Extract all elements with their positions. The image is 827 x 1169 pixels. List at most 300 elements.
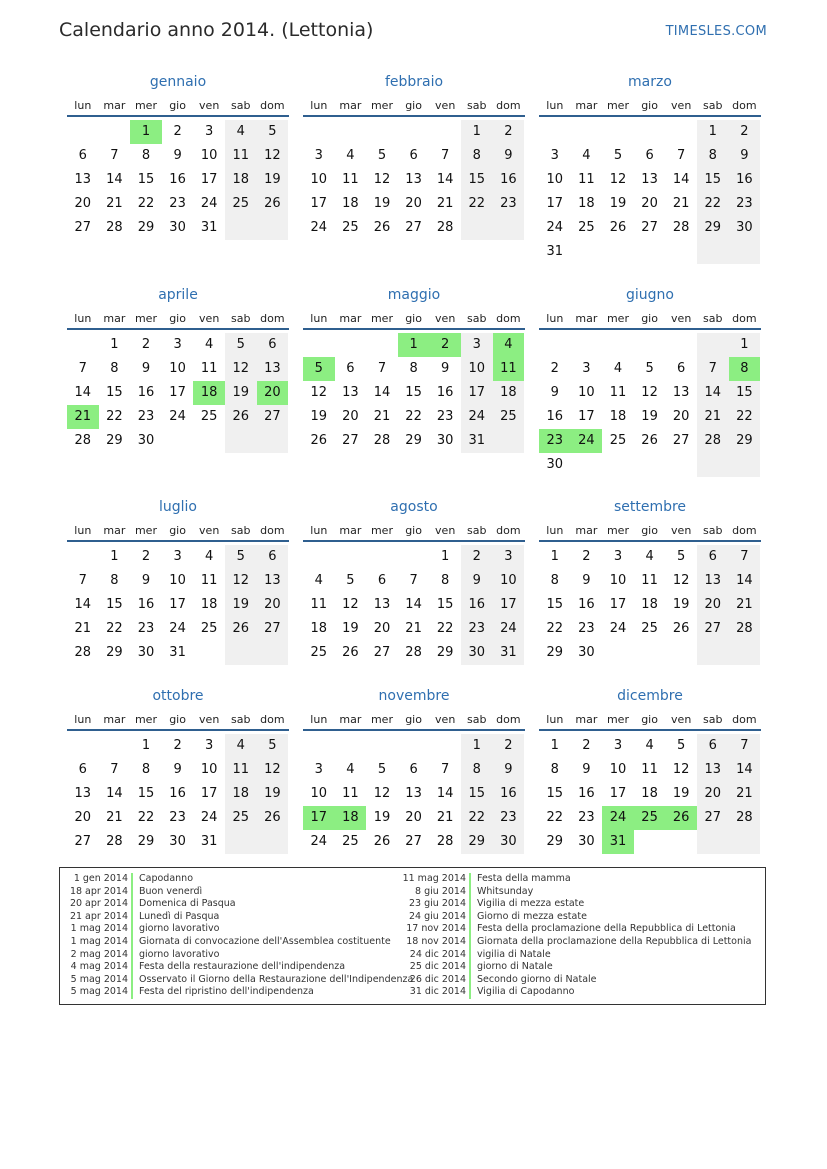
day-cell[interactable]: 19 <box>373 810 391 825</box>
day-cell[interactable]: 20 <box>697 593 729 617</box>
day-cell[interactable]: 25 <box>493 405 525 429</box>
day-cell[interactable]: 13 <box>74 786 92 801</box>
day-cell[interactable]: 7 <box>110 148 119 163</box>
day-cell[interactable]: 24 <box>200 810 218 825</box>
day-cell[interactable]: 22 <box>461 806 493 830</box>
day-cell[interactable]: 27 <box>641 220 658 235</box>
day-cell[interactable]: 4 <box>346 762 355 777</box>
day-cell[interactable]: 8 <box>729 357 761 381</box>
day-cell[interactable]: 20 <box>74 810 92 825</box>
day-cell[interactable]: 20 <box>405 810 422 825</box>
day-cell[interactable]: 5 <box>377 148 387 163</box>
day-cell[interactable]: 17 <box>578 409 595 424</box>
day-cell[interactable]: 1 <box>398 333 430 357</box>
day-cell[interactable]: 23 <box>539 429 571 453</box>
day-cell[interactable]: 26 <box>641 433 658 448</box>
day-cell[interactable]: 14 <box>405 597 422 612</box>
day-cell[interactable]: 10 <box>609 573 627 588</box>
day-cell[interactable]: 29 <box>106 645 123 660</box>
day-cell[interactable]: 24 <box>310 220 328 235</box>
day-cell[interactable]: 1 <box>550 549 559 564</box>
day-cell[interactable]: 8 <box>441 573 450 588</box>
day-cell[interactable]: 12 <box>672 762 690 777</box>
day-cell[interactable]: 31 <box>493 641 525 665</box>
day-cell[interactable]: 2 <box>582 738 591 753</box>
day-cell[interactable]: 24 <box>169 621 186 636</box>
day-cell[interactable]: 18 <box>641 597 658 612</box>
day-cell[interactable]: 17 <box>609 786 627 801</box>
day-cell[interactable]: 4 <box>346 148 355 163</box>
day-cell[interactable]: 9 <box>550 385 559 400</box>
day-cell[interactable]: 24 <box>546 220 564 235</box>
day-cell[interactable]: 13 <box>697 758 729 782</box>
day-cell[interactable]: 23 <box>578 621 595 636</box>
day-cell[interactable]: 15 <box>405 385 422 400</box>
day-cell[interactable]: 14 <box>74 597 92 612</box>
day-cell[interactable]: 12 <box>257 758 289 782</box>
day-cell[interactable]: 22 <box>697 192 729 216</box>
day-cell[interactable]: 28 <box>74 433 92 448</box>
day-cell[interactable]: 29 <box>729 429 761 453</box>
day-cell[interactable]: 1 <box>130 120 162 144</box>
day-cell[interactable]: 9 <box>493 144 525 168</box>
day-cell[interactable]: 20 <box>342 409 359 424</box>
day-cell[interactable]: 26 <box>373 834 391 849</box>
day-cell[interactable]: 15 <box>546 786 564 801</box>
day-cell[interactable]: 30 <box>578 834 595 849</box>
day-cell[interactable]: 6 <box>677 361 686 376</box>
day-cell[interactable]: 12 <box>373 786 391 801</box>
day-cell[interactable]: 29 <box>546 834 564 849</box>
day-cell[interactable]: 24 <box>571 429 603 453</box>
day-cell[interactable]: 13 <box>74 172 92 187</box>
day-cell[interactable]: 25 <box>342 220 359 235</box>
day-cell[interactable]: 24 <box>169 409 186 424</box>
day-cell[interactable]: 18 <box>225 168 257 192</box>
day-cell[interactable]: 27 <box>672 433 690 448</box>
day-cell[interactable]: 11 <box>493 357 525 381</box>
day-cell[interactable]: 30 <box>729 216 761 240</box>
day-cell[interactable]: 6 <box>697 545 729 569</box>
day-cell[interactable]: 2 <box>582 549 591 564</box>
day-cell[interactable]: 18 <box>200 597 218 612</box>
day-cell[interactable]: 16 <box>578 786 595 801</box>
day-cell[interactable]: 14 <box>436 786 454 801</box>
day-cell[interactable]: 9 <box>173 762 182 777</box>
day-cell[interactable]: 27 <box>405 220 422 235</box>
day-cell[interactable]: 30 <box>546 457 564 472</box>
day-cell[interactable]: 29 <box>436 645 454 660</box>
day-cell[interactable]: 6 <box>645 148 654 163</box>
day-cell[interactable]: 6 <box>78 148 87 163</box>
day-cell[interactable]: 28 <box>74 645 92 660</box>
day-cell[interactable]: 22 <box>436 621 454 636</box>
day-cell[interactable]: 27 <box>257 405 289 429</box>
day-cell[interactable]: 12 <box>342 597 359 612</box>
day-cell[interactable]: 18 <box>310 621 328 636</box>
day-cell[interactable]: 3 <box>205 124 214 139</box>
day-cell[interactable]: 11 <box>200 361 218 376</box>
day-cell[interactable]: 22 <box>461 192 493 216</box>
day-cell[interactable]: 8 <box>461 144 493 168</box>
day-cell[interactable]: 27 <box>697 617 729 641</box>
day-cell[interactable]: 10 <box>546 172 564 187</box>
day-cell[interactable]: 22 <box>106 621 123 636</box>
day-cell[interactable]: 20 <box>74 196 92 211</box>
day-cell[interactable]: 1 <box>110 337 119 352</box>
day-cell[interactable]: 19 <box>373 196 391 211</box>
day-cell[interactable]: 23 <box>137 621 155 636</box>
day-cell[interactable]: 6 <box>377 573 387 588</box>
day-cell[interactable]: 3 <box>582 361 591 376</box>
day-cell[interactable]: 9 <box>582 573 591 588</box>
day-cell[interactable]: 12 <box>672 573 690 588</box>
day-cell[interactable]: 5 <box>257 734 289 758</box>
day-cell[interactable]: 23 <box>578 810 595 825</box>
day-cell[interactable]: 10 <box>169 361 186 376</box>
day-cell[interactable]: 11 <box>578 172 595 187</box>
day-cell[interactable]: 3 <box>173 337 182 352</box>
day-cell[interactable]: 24 <box>602 806 634 830</box>
day-cell[interactable]: 13 <box>697 569 729 593</box>
day-cell[interactable]: 21 <box>106 196 123 211</box>
day-cell[interactable]: 24 <box>609 621 627 636</box>
day-cell[interactable]: 25 <box>578 220 595 235</box>
day-cell[interactable]: 19 <box>225 593 257 617</box>
day-cell[interactable]: 25 <box>342 834 359 849</box>
day-cell[interactable]: 27 <box>373 645 391 660</box>
day-cell[interactable]: 7 <box>78 573 87 588</box>
day-cell[interactable]: 7 <box>110 762 119 777</box>
day-cell[interactable]: 7 <box>677 148 686 163</box>
day-cell[interactable]: 20 <box>373 621 391 636</box>
day-cell[interactable]: 3 <box>314 148 323 163</box>
day-cell[interactable]: 29 <box>106 433 123 448</box>
day-cell[interactable]: 3 <box>493 545 525 569</box>
day-cell[interactable]: 4 <box>205 337 214 352</box>
day-cell[interactable]: 15 <box>106 597 123 612</box>
day-cell[interactable]: 23 <box>436 409 454 424</box>
day-cell[interactable]: 3 <box>205 738 214 753</box>
day-cell[interactable]: 16 <box>461 593 493 617</box>
day-cell[interactable]: 7 <box>729 734 761 758</box>
day-cell[interactable]: 4 <box>582 148 591 163</box>
day-cell[interactable]: 25 <box>225 806 257 830</box>
day-cell[interactable]: 30 <box>436 433 454 448</box>
day-cell[interactable]: 2 <box>141 549 151 564</box>
day-cell[interactable]: 9 <box>173 148 182 163</box>
day-cell[interactable]: 2 <box>729 120 761 144</box>
day-cell[interactable]: 18 <box>493 381 525 405</box>
day-cell[interactable]: 17 <box>169 385 186 400</box>
day-cell[interactable]: 28 <box>729 617 761 641</box>
day-cell[interactable]: 22 <box>729 405 761 429</box>
day-cell[interactable]: 26 <box>665 806 697 830</box>
day-cell[interactable]: 25 <box>200 621 218 636</box>
day-cell[interactable]: 21 <box>373 409 391 424</box>
day-cell[interactable]: 18 <box>641 786 658 801</box>
day-cell[interactable]: 15 <box>461 782 493 806</box>
day-cell[interactable]: 15 <box>729 381 761 405</box>
day-cell[interactable]: 18 <box>578 196 595 211</box>
day-cell[interactable]: 9 <box>141 361 151 376</box>
day-cell[interactable]: 26 <box>310 433 328 448</box>
day-cell[interactable]: 8 <box>550 573 559 588</box>
day-cell[interactable]: 13 <box>257 357 289 381</box>
day-cell[interactable]: 21 <box>729 593 761 617</box>
day-cell[interactable]: 11 <box>609 385 627 400</box>
day-cell[interactable]: 8 <box>141 148 151 163</box>
day-cell[interactable]: 14 <box>373 385 391 400</box>
day-cell[interactable]: 5 <box>645 361 654 376</box>
day-cell[interactable]: 19 <box>672 786 690 801</box>
day-cell[interactable]: 2 <box>493 734 525 758</box>
day-cell[interactable]: 17 <box>609 597 627 612</box>
day-cell[interactable]: 4 <box>225 734 257 758</box>
day-cell[interactable]: 16 <box>493 168 525 192</box>
day-cell[interactable]: 5 <box>346 573 355 588</box>
day-cell[interactable]: 6 <box>409 762 418 777</box>
day-cell[interactable]: 1 <box>441 549 450 564</box>
day-cell[interactable]: 30 <box>493 830 525 854</box>
day-cell[interactable]: 13 <box>405 786 422 801</box>
day-cell[interactable]: 23 <box>169 196 186 211</box>
day-cell[interactable]: 3 <box>461 333 493 357</box>
day-cell[interactable]: 27 <box>257 617 289 641</box>
day-cell[interactable]: 7 <box>441 148 450 163</box>
day-cell[interactable]: 3 <box>314 762 323 777</box>
day-cell[interactable]: 22 <box>137 810 155 825</box>
day-cell[interactable]: 14 <box>672 172 690 187</box>
day-cell[interactable]: 21 <box>436 196 454 211</box>
day-cell[interactable]: 23 <box>137 409 155 424</box>
day-cell[interactable]: 5 <box>613 148 623 163</box>
day-cell[interactable]: 23 <box>493 192 525 216</box>
day-cell[interactable]: 11 <box>641 573 658 588</box>
day-cell[interactable]: 10 <box>169 573 186 588</box>
day-cell[interactable]: 26 <box>257 806 289 830</box>
day-cell[interactable]: 31 <box>200 834 218 849</box>
day-cell[interactable]: 21 <box>67 405 99 429</box>
day-cell[interactable]: 16 <box>169 172 186 187</box>
day-cell[interactable]: 13 <box>373 597 391 612</box>
day-cell[interactable]: 25 <box>641 621 658 636</box>
day-cell[interactable]: 28 <box>106 834 123 849</box>
day-cell[interactable]: 17 <box>200 786 218 801</box>
day-cell[interactable]: 4 <box>205 549 214 564</box>
day-cell[interactable]: 4 <box>645 549 654 564</box>
day-cell[interactable]: 17 <box>461 381 493 405</box>
day-cell[interactable]: 29 <box>461 830 493 854</box>
day-cell[interactable]: 21 <box>729 782 761 806</box>
day-cell[interactable]: 15 <box>137 172 155 187</box>
day-cell[interactable]: 24 <box>310 834 328 849</box>
day-cell[interactable]: 6 <box>78 762 87 777</box>
day-cell[interactable]: 12 <box>225 357 257 381</box>
day-cell[interactable]: 14 <box>74 385 92 400</box>
day-cell[interactable]: 5 <box>225 333 257 357</box>
day-cell[interactable]: 10 <box>609 762 627 777</box>
day-cell[interactable]: 22 <box>546 810 564 825</box>
day-cell[interactable]: 12 <box>373 172 391 187</box>
day-cell[interactable]: 31 <box>461 429 493 453</box>
day-cell[interactable]: 27 <box>342 433 359 448</box>
day-cell[interactable]: 2 <box>173 124 182 139</box>
day-cell[interactable]: 18 <box>342 196 359 211</box>
day-cell[interactable]: 14 <box>729 569 761 593</box>
day-cell[interactable]: 2 <box>141 337 151 352</box>
day-cell[interactable]: 4 <box>225 120 257 144</box>
day-cell[interactable]: 28 <box>373 433 391 448</box>
day-cell[interactable]: 25 <box>200 409 218 424</box>
day-cell[interactable]: 7 <box>409 573 418 588</box>
day-cell[interactable]: 16 <box>578 597 595 612</box>
day-cell[interactable]: 16 <box>729 168 761 192</box>
day-cell[interactable]: 31 <box>546 244 564 259</box>
day-cell[interactable]: 17 <box>169 597 186 612</box>
day-cell[interactable]: 18 <box>225 782 257 806</box>
day-cell[interactable]: 28 <box>436 220 454 235</box>
day-cell[interactable]: 22 <box>137 196 155 211</box>
day-cell[interactable]: 28 <box>436 834 454 849</box>
day-cell[interactable]: 12 <box>609 172 627 187</box>
day-cell[interactable]: 19 <box>609 196 627 211</box>
day-cell[interactable]: 13 <box>405 172 422 187</box>
day-cell[interactable]: 21 <box>106 810 123 825</box>
day-cell[interactable]: 19 <box>257 782 289 806</box>
day-cell[interactable]: 26 <box>609 220 627 235</box>
day-cell[interactable]: 6 <box>409 148 418 163</box>
day-cell[interactable]: 3 <box>613 549 623 564</box>
day-cell[interactable]: 27 <box>74 834 92 849</box>
day-cell[interactable]: 7 <box>441 762 450 777</box>
day-cell[interactable]: 24 <box>461 405 493 429</box>
day-cell[interactable]: 31 <box>200 220 218 235</box>
day-cell[interactable]: 21 <box>436 810 454 825</box>
day-cell[interactable]: 11 <box>641 762 658 777</box>
day-cell[interactable]: 16 <box>137 597 155 612</box>
day-cell[interactable]: 10 <box>461 357 493 381</box>
day-cell[interactable]: 1 <box>141 738 151 753</box>
day-cell[interactable]: 19 <box>225 381 257 405</box>
day-cell[interactable]: 8 <box>110 573 119 588</box>
day-cell[interactable]: 22 <box>546 621 564 636</box>
day-cell[interactable]: 2 <box>461 545 493 569</box>
day-cell[interactable]: 17 <box>493 593 525 617</box>
day-cell[interactable]: 14 <box>106 786 123 801</box>
day-cell[interactable]: 21 <box>405 621 422 636</box>
day-cell[interactable]: 15 <box>546 597 564 612</box>
day-cell[interactable]: 20 <box>257 593 289 617</box>
day-cell[interactable]: 18 <box>335 806 367 830</box>
day-cell[interactable]: 3 <box>173 549 182 564</box>
day-cell[interactable]: 31 <box>169 645 186 660</box>
day-cell[interactable]: 17 <box>546 196 564 211</box>
day-cell[interactable]: 11 <box>225 758 257 782</box>
day-cell[interactable]: 10 <box>310 786 328 801</box>
day-cell[interactable]: 20 <box>257 381 289 405</box>
day-cell[interactable]: 11 <box>200 573 218 588</box>
day-cell[interactable]: 9 <box>493 758 525 782</box>
day-cell[interactable]: 12 <box>257 144 289 168</box>
day-cell[interactable]: 18 <box>193 381 225 405</box>
day-cell[interactable]: 10 <box>200 762 218 777</box>
day-cell[interactable]: 8 <box>461 758 493 782</box>
day-cell[interactable]: 26 <box>257 192 289 216</box>
day-cell[interactable]: 6 <box>257 545 289 569</box>
day-cell[interactable]: 17 <box>303 806 335 830</box>
day-cell[interactable]: 20 <box>697 782 729 806</box>
day-cell[interactable]: 5 <box>677 549 686 564</box>
day-cell[interactable]: 28 <box>106 220 123 235</box>
day-cell[interactable]: 9 <box>141 573 151 588</box>
day-cell[interactable]: 22 <box>106 409 123 424</box>
day-cell[interactable]: 16 <box>546 409 564 424</box>
day-cell[interactable]: 11 <box>342 172 359 187</box>
day-cell[interactable]: 3 <box>550 148 559 163</box>
day-cell[interactable]: 4 <box>314 573 323 588</box>
day-cell[interactable]: 26 <box>342 645 359 660</box>
day-cell[interactable]: 9 <box>441 361 450 376</box>
day-cell[interactable]: 28 <box>697 429 729 453</box>
day-cell[interactable]: 27 <box>74 220 92 235</box>
day-cell[interactable]: 4 <box>645 738 654 753</box>
day-cell[interactable]: 15 <box>436 597 454 612</box>
day-cell[interactable]: 8 <box>409 361 418 376</box>
day-cell[interactable]: 14 <box>697 381 729 405</box>
day-cell[interactable]: 16 <box>169 786 186 801</box>
day-cell[interactable]: 17 <box>200 172 218 187</box>
day-cell[interactable]: 24 <box>493 617 525 641</box>
day-cell[interactable]: 20 <box>641 196 658 211</box>
day-cell[interactable]: 4 <box>493 333 525 357</box>
day-cell[interactable]: 18 <box>609 409 627 424</box>
day-cell[interactable]: 10 <box>200 148 218 163</box>
day-cell[interactable]: 6 <box>346 361 355 376</box>
day-cell[interactable]: 30 <box>137 433 155 448</box>
day-cell[interactable]: 11 <box>310 597 328 612</box>
day-cell[interactable]: 22 <box>405 409 422 424</box>
day-cell[interactable]: 2 <box>173 738 182 753</box>
day-cell[interactable]: 7 <box>729 545 761 569</box>
day-cell[interactable]: 9 <box>461 569 493 593</box>
day-cell[interactable]: 21 <box>697 405 729 429</box>
day-cell[interactable]: 15 <box>106 385 123 400</box>
day-cell[interactable]: 30 <box>169 220 186 235</box>
day-cell[interactable]: 29 <box>137 220 155 235</box>
day-cell[interactable]: 16 <box>493 782 525 806</box>
day-cell[interactable]: 30 <box>578 645 595 660</box>
day-cell[interactable]: 30 <box>169 834 186 849</box>
day-cell[interactable]: 8 <box>110 361 119 376</box>
day-cell[interactable]: 19 <box>310 409 328 424</box>
day-cell[interactable]: 7 <box>377 361 387 376</box>
day-cell[interactable]: 6 <box>697 734 729 758</box>
day-cell[interactable]: 20 <box>405 196 422 211</box>
day-cell[interactable]: 29 <box>405 433 422 448</box>
day-cell[interactable]: 14 <box>436 172 454 187</box>
brand-link[interactable]: TIMESLES.COM <box>665 24 767 39</box>
day-cell[interactable]: 13 <box>672 385 690 400</box>
day-cell[interactable]: 1 <box>697 120 729 144</box>
day-cell[interactable]: 17 <box>310 196 328 211</box>
day-cell[interactable]: 27 <box>405 834 422 849</box>
day-cell[interactable]: 23 <box>169 810 186 825</box>
day-cell[interactable]: 5 <box>257 120 289 144</box>
day-cell[interactable]: 5 <box>225 545 257 569</box>
day-cell[interactable]: 11 <box>225 144 257 168</box>
day-cell[interactable]: 19 <box>257 168 289 192</box>
